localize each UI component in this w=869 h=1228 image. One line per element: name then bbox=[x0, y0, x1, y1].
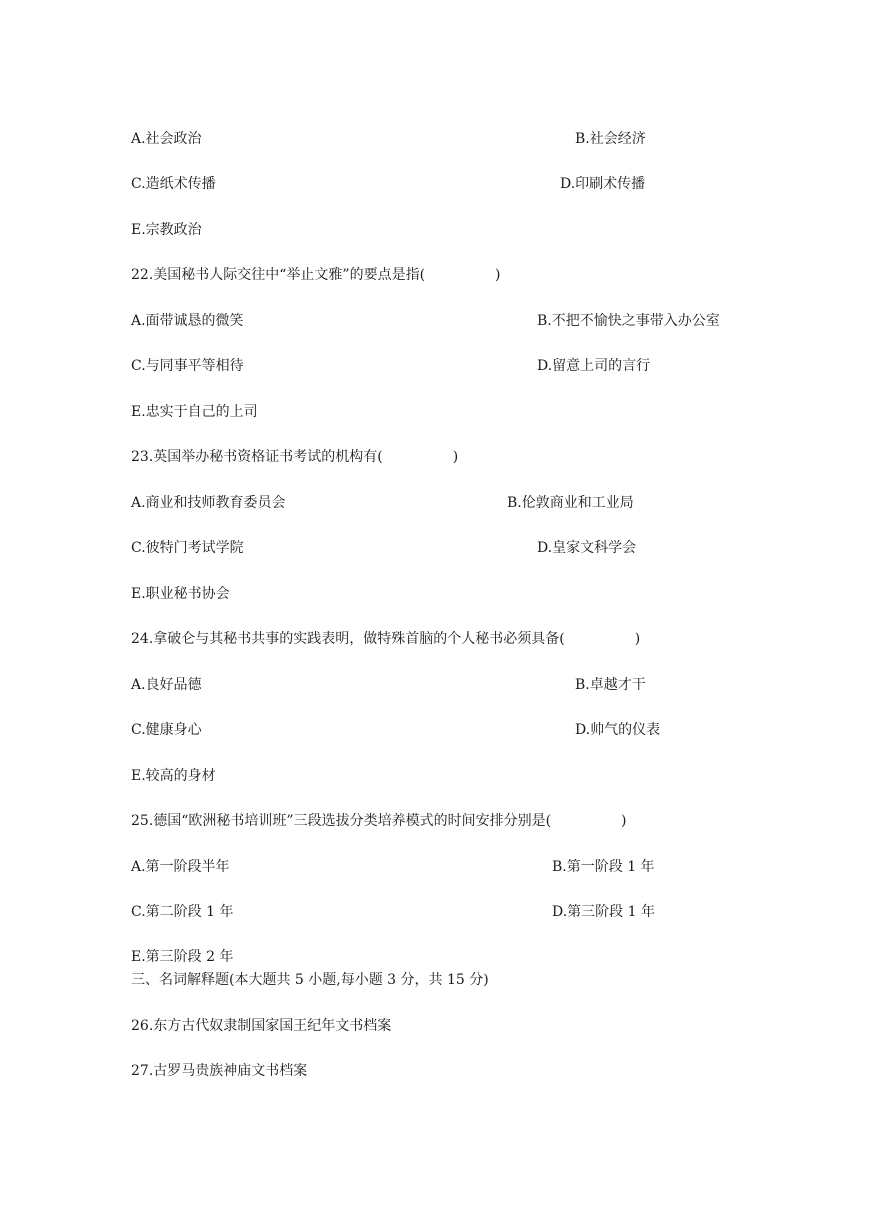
q21-option-b: B.社会经济 bbox=[575, 131, 646, 147]
q21-option-e: E.宗教政治 bbox=[131, 222, 202, 238]
q24-option-a: A.良好品德 bbox=[131, 677, 202, 693]
q22-option-d: D.留意上司的言行 bbox=[537, 358, 651, 374]
section-3-heading: 三、名词解释题(本大题共 5 小题,每小题 3 分，共 15 分) bbox=[131, 972, 489, 988]
q24-stem: 24.拿破仑与其秘书共事的实践表明，做特殊首脑的个人秘书必须具备( ) bbox=[131, 631, 641, 647]
q22-option-b: B.不把不愉快之事带入办公室 bbox=[537, 313, 720, 329]
q22-option-a: A.面带诚恳的微笑 bbox=[131, 313, 244, 329]
q22-stem: 22.美国秘书人际交往中“举止文雅”的要点是指( ) bbox=[131, 267, 501, 283]
q21-option-d: D.印刷术传播 bbox=[560, 176, 646, 192]
q25-option-e: E.第三阶段 2 年 bbox=[131, 949, 234, 965]
q25-option-c: C.第二阶段 1 年 bbox=[131, 904, 234, 920]
q25-option-b: B.第一阶段 1 年 bbox=[552, 859, 655, 875]
q24-option-e: E.较高的身材 bbox=[131, 768, 216, 784]
q23-option-b: B.伦敦商业和工业局 bbox=[507, 495, 634, 511]
q27-stem: 27.古罗马贵族神庙文书档案 bbox=[131, 1063, 308, 1079]
q21-option-c: C.造纸术传播 bbox=[131, 176, 216, 192]
q23-option-e: E.职业秘书协会 bbox=[131, 586, 230, 602]
q26-stem: 26.东方古代奴隶制国家国王纪年文书档案 bbox=[131, 1018, 392, 1034]
q25-option-d: D.第三阶段 1 年 bbox=[552, 904, 655, 920]
q25-stem: 25.德国“欧洲秘书培训班”三段选拔分类培养模式的时间安排分别是( ) bbox=[131, 813, 627, 829]
q23-option-a: A.商业和技师教育委员会 bbox=[131, 495, 286, 511]
q22-option-e: E.忠实于自己的上司 bbox=[131, 404, 258, 420]
q23-option-c: C.彼特门考试学院 bbox=[131, 540, 244, 556]
q24-option-d: D.帅气的仪表 bbox=[575, 722, 661, 738]
q25-option-a: A.第一阶段半年 bbox=[131, 859, 230, 875]
q23-stem: 23.英国举办秘书资格证书考试的机构有( ) bbox=[131, 449, 459, 465]
q21-option-a: A.社会政治 bbox=[131, 131, 202, 147]
q23-option-d: D.皇家文科学会 bbox=[537, 540, 637, 556]
q24-option-b: B.卓越才干 bbox=[575, 677, 646, 693]
q24-option-c: C.健康身心 bbox=[131, 722, 202, 738]
q22-option-c: C.与同事平等相待 bbox=[131, 358, 244, 374]
